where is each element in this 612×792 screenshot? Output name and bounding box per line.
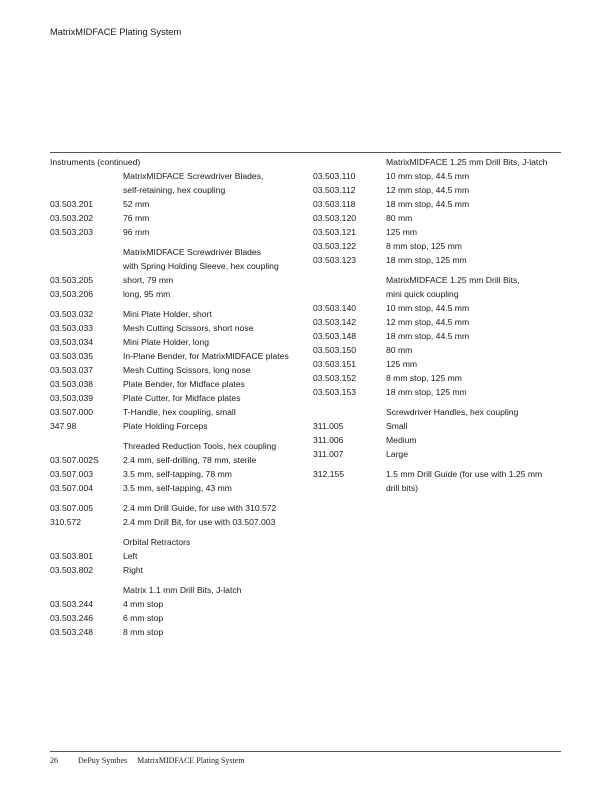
catalog-description: 125 mm — [386, 227, 418, 237]
catalog-description: 18 mm stop, 44.5 mm — [386, 199, 470, 209]
catalog-row — [50, 335, 306, 349]
list-group — [50, 597, 306, 639]
catalog-number: 03.503.112 — [313, 185, 356, 195]
catalog-row — [313, 447, 561, 461]
group-title: Screwdriver Handles, hex coupling — [386, 407, 519, 417]
catalog-number: 03.503.123 — [313, 255, 357, 265]
page-number: 26 — [50, 756, 58, 765]
catalog-row — [50, 481, 306, 495]
catalog-number: 03.503.150 — [313, 345, 357, 355]
catalog-row — [313, 467, 561, 495]
catalog-row — [313, 253, 561, 267]
list-group — [313, 419, 561, 461]
catalog-number: 03.503.203 — [50, 227, 94, 237]
catalog-row — [313, 433, 561, 447]
catalog-row — [313, 315, 561, 329]
group-title: MatrixMIDFACE 1.25 mm Drill Bits, — [386, 275, 520, 285]
catalog-row — [313, 419, 561, 433]
catalog-number: 03.503.152 — [313, 373, 357, 383]
footer-product: MatrixMIDFACE Plating System — [137, 756, 245, 765]
catalog-row — [313, 329, 561, 343]
list-group — [313, 169, 561, 267]
catalog-number: 03.503.148 — [313, 331, 357, 341]
catalog-number: 03.503.039 — [50, 393, 94, 403]
list-group — [50, 453, 306, 495]
catalog-row — [50, 563, 306, 577]
catalog-row — [313, 169, 561, 183]
catalog-description: T-Handle, hex coupling, small — [123, 407, 236, 417]
catalog-number: 03.503.122 — [313, 241, 357, 251]
catalog-description: 8 mm stop — [123, 627, 164, 637]
catalog-description: 12 mm stop, 44.5 mm — [386, 317, 470, 327]
catalog-row — [50, 611, 306, 625]
catalog-description-line: drill bits) — [386, 483, 418, 493]
catalog-description: Plate Cutter, for Midface plates — [123, 393, 241, 403]
catalog-number: 310.572 — [50, 517, 82, 527]
catalog-row — [50, 225, 306, 239]
catalog-row — [313, 239, 561, 253]
catalog-description: 2.4 mm Drill Bit, for use with 03.507.003 — [123, 517, 276, 527]
catalog-number: 03.503.201 — [50, 199, 94, 209]
catalog-row — [50, 515, 306, 529]
group-title: mini quick coupling — [386, 289, 459, 299]
section-title: Instruments (continued) — [50, 157, 141, 167]
catalog-description: 2.4 mm Drill Guide, for use with 310.572 — [123, 503, 277, 513]
catalog-description: 12 mm stop, 44.5 mm — [386, 185, 470, 195]
catalog-description: 96 mm — [123, 227, 150, 237]
catalog-number: 03.503.038 — [50, 379, 94, 389]
catalog-description: short, 79 mm — [123, 275, 174, 285]
catalog-row — [313, 211, 561, 225]
catalog-description: 80 mm — [386, 345, 413, 355]
catalog-number: 03.503.120 — [313, 213, 357, 223]
catalog-number: 03.503.153 — [313, 387, 357, 397]
catalog-description: In-Plane Bender, for MatrixMIDFACE plates — [123, 351, 289, 361]
catalog-row — [50, 501, 306, 515]
catalog-description: 8 mm stop, 125 mm — [386, 373, 462, 383]
list-group — [50, 273, 306, 301]
list-group — [50, 501, 306, 529]
catalog-row — [313, 357, 561, 371]
group-title: self-retaining, hex coupling — [123, 185, 226, 195]
catalog-description: Right — [123, 565, 144, 575]
catalog-number: 03.503.142 — [313, 317, 357, 327]
catalog-row — [313, 343, 561, 357]
catalog-description: 2.4 mm, self-drilling, 78 mm, sterile — [123, 455, 257, 465]
catalog-row — [50, 197, 306, 211]
catalog-row — [50, 363, 306, 377]
catalog-number: 03.503.202 — [50, 213, 94, 223]
catalog-description: Mesh Cutting Scissors, short nose — [123, 323, 254, 333]
catalog-description: 10 mm stop, 44.5 mm — [386, 303, 470, 313]
catalog-row — [50, 625, 306, 639]
catalog-number: 03.503.244 — [50, 599, 94, 609]
catalog-row — [313, 225, 561, 239]
catalog-number: 347.98 — [50, 421, 77, 431]
catalog-description: 18 mm stop, 125 mm — [386, 255, 467, 265]
catalog-row — [313, 385, 561, 399]
group-title: Matrix 1.1 mm Drill Bits, J-latch — [123, 585, 242, 595]
catalog-number: 03.503.121 — [313, 227, 357, 237]
catalog-description: Mesh Cutting Scissors, long nose — [123, 365, 251, 375]
catalog-description: long, 95 mm — [123, 289, 171, 299]
catalog-description: 80 mm — [386, 213, 413, 223]
group-title: MatrixMIDFACE 1.25 mm Drill Bits, J-latch — [386, 157, 548, 167]
catalog-description: 52 mm — [123, 199, 150, 209]
catalog-row — [50, 307, 306, 321]
catalog-description: Medium — [386, 435, 417, 445]
catalog-description: Large — [386, 449, 408, 459]
catalog-number: 03.503.034 — [50, 337, 94, 347]
catalog-description: 8 mm stop, 125 mm — [386, 241, 462, 251]
catalog-number: 03.503.206 — [50, 289, 94, 299]
top-rule — [50, 152, 561, 153]
catalog-number: 03.503.246 — [50, 613, 94, 623]
catalog-number: 03.503.151 — [313, 359, 357, 369]
catalog-number: 03.507.004 — [50, 483, 94, 493]
catalog-description: 3.5 mm, self-tapping, 78 mm — [123, 469, 232, 479]
catalog-description: Plate Holding Forceps — [123, 421, 208, 431]
group-title: Threaded Reduction Tools, hex coupling — [123, 441, 277, 451]
list-group — [50, 307, 306, 433]
catalog-number: 03.507.005 — [50, 503, 94, 513]
group-title: MatrixMIDFACE Screwdriver Blades, — [123, 171, 264, 181]
catalog-row — [50, 273, 306, 287]
catalog-number: 03.503.110 — [313, 171, 356, 181]
list-group — [313, 301, 561, 399]
catalog-row — [50, 453, 306, 467]
catalog-description: 3.5 mm, self-tapping, 43 mm — [123, 483, 232, 493]
catalog-description: Mini Plate Holder, short — [123, 309, 212, 319]
catalog-number: 03.503.248 — [50, 627, 94, 637]
catalog-number: 03.503.802 — [50, 565, 94, 575]
catalog-description: 76 mm — [123, 213, 150, 223]
catalog-description: 18 mm stop, 125 mm — [386, 387, 467, 397]
list-group — [50, 549, 306, 577]
list-group — [50, 197, 306, 239]
catalog-description-line: 1.5 mm Drill Guide (for use with 1.25 mm — [386, 469, 543, 479]
catalog-row — [50, 377, 306, 391]
catalog-row — [50, 211, 306, 225]
catalog-row — [50, 391, 306, 405]
catalog-number: 311.007 — [313, 449, 344, 459]
catalog-description: 18 mm stop, 44.5 mm — [386, 331, 470, 341]
catalog-row — [313, 197, 561, 211]
catalog-number: 03.503.205 — [50, 275, 94, 285]
catalog-description: Left — [123, 551, 138, 561]
catalog-row — [50, 287, 306, 301]
catalog-description: 125 mm — [386, 359, 418, 369]
footer-rule — [50, 751, 561, 752]
catalog-number: 03.507.000 — [50, 407, 94, 417]
right-column — [313, 155, 561, 495]
catalog-description: Small — [386, 421, 408, 431]
catalog-number: 03.503.801 — [50, 551, 94, 561]
catalog-description: Plate Bender, for Midface plates — [123, 379, 245, 389]
catalog-description: 6 mm stop — [123, 613, 164, 623]
catalog-row — [50, 467, 306, 481]
running-header: MatrixMIDFACE Plating System — [50, 27, 182, 37]
left-column — [50, 155, 306, 639]
group-title: Orbital Retractors — [123, 537, 191, 547]
catalog-number: 03.503.037 — [50, 365, 94, 375]
footer — [50, 756, 245, 765]
catalog-number: 03.507.003 — [50, 469, 94, 479]
catalog-row — [50, 549, 306, 563]
catalog-description: 4 mm stop — [123, 599, 164, 609]
catalog-number: 311.005 — [313, 421, 344, 431]
catalog-number: 03.503.035 — [50, 351, 94, 361]
catalog-number: 03.503.118 — [313, 199, 356, 209]
catalog-description: 10 mm stop, 44.5 mm — [386, 171, 470, 181]
catalog-number: 312.155 — [313, 469, 345, 479]
catalog-number: 03.503.032 — [50, 309, 94, 319]
catalog-description — [386, 467, 561, 495]
catalog-row — [50, 321, 306, 335]
catalog-row — [50, 597, 306, 611]
group-title: with Spring Holding Sleeve, hex coupling — [123, 261, 279, 271]
catalog-number: 311.006 — [313, 435, 344, 445]
catalog-description: Mini Plate Holder, long — [123, 337, 209, 347]
catalog-row — [313, 183, 561, 197]
catalog-number: 03.503.140 — [313, 303, 357, 313]
group-title: MatrixMIDFACE Screwdriver Blades — [123, 247, 262, 257]
catalog-row — [50, 419, 306, 433]
catalog-row — [313, 371, 561, 385]
catalog-number: 03.507.002S — [50, 455, 99, 465]
catalog-row — [50, 405, 306, 419]
catalog-number: 03.503.033 — [50, 323, 94, 333]
footer-brand: DePuy Synthes — [78, 756, 128, 765]
catalog-row — [50, 349, 306, 363]
catalog-row — [313, 301, 561, 315]
